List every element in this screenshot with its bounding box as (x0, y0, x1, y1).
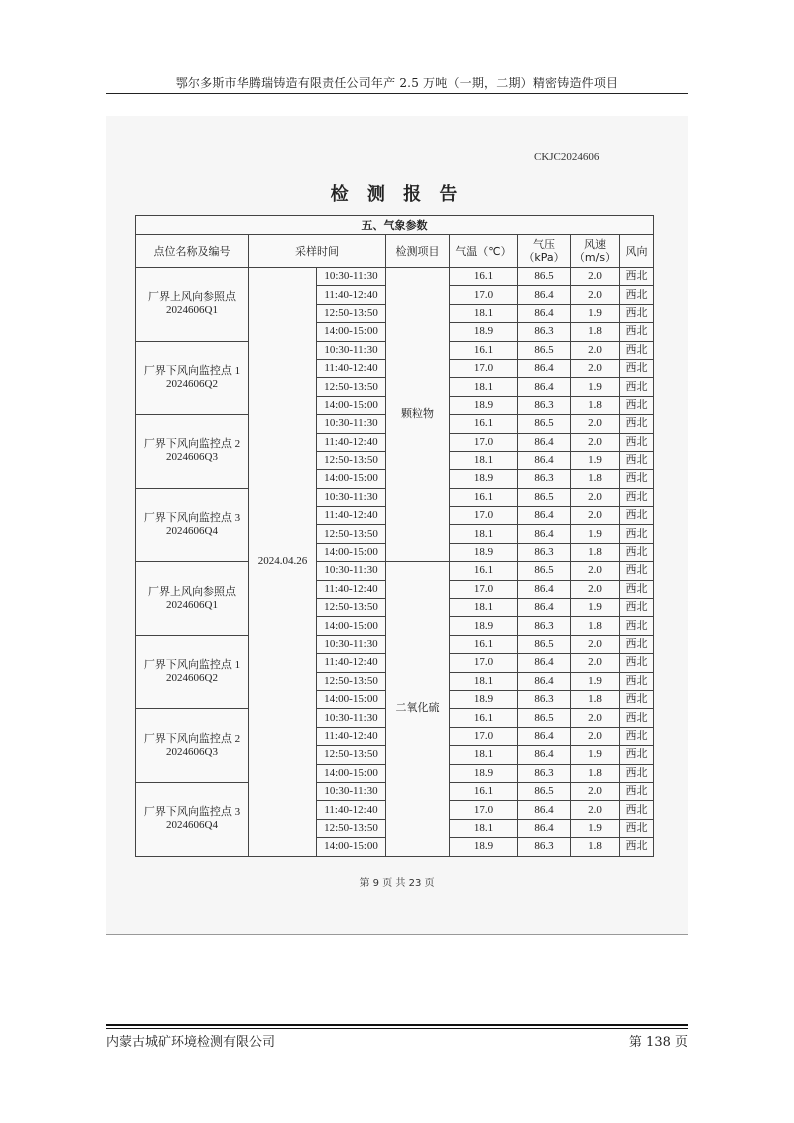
wind-speed-value: 2.0 (571, 782, 620, 800)
section-title: 五、气象参数 (136, 216, 654, 235)
footer-page-number: 第 138 页 (628, 1035, 688, 1050)
pressure-value: 86.4 (518, 359, 571, 377)
wind-direction-value: 西北 (620, 672, 654, 690)
time-slot: 14:00-15:00 (317, 323, 386, 341)
wind-direction-value: 西北 (620, 525, 654, 543)
wind-direction-value: 西北 (620, 323, 654, 341)
footer-company: 内蒙古城矿环境检测有限公司 (106, 1035, 276, 1050)
pressure-value: 86.4 (518, 672, 571, 690)
temperature-value: 16.1 (450, 268, 518, 286)
temperature-value: 18.9 (450, 617, 518, 635)
time-slot: 11:40-12:40 (317, 286, 386, 304)
wind-direction-value: 西北 (620, 819, 654, 837)
footer-rule-thin (106, 1028, 688, 1029)
pressure-value: 86.5 (518, 562, 571, 580)
time-slot: 12:50-13:50 (317, 525, 386, 543)
pressure-value: 86.4 (518, 819, 571, 837)
site-name: 厂界上风向参照点 (148, 291, 236, 304)
wind-speed-value: 2.0 (571, 433, 620, 451)
wind-speed-value: 2.0 (571, 507, 620, 525)
wind-speed-value: 1.9 (571, 378, 620, 396)
wind-speed-value: 1.9 (571, 599, 620, 617)
wind-speed-value: 1.8 (571, 838, 620, 856)
temperature-value: 18.1 (450, 451, 518, 469)
pressure-value: 86.5 (518, 341, 571, 359)
temperature-value: 18.9 (450, 396, 518, 414)
wind-direction-value: 西北 (620, 451, 654, 469)
pressure-value: 86.4 (518, 507, 571, 525)
temperature-value: 16.1 (450, 488, 518, 506)
wind-direction-value: 西北 (620, 433, 654, 451)
site-cell (136, 562, 249, 636)
time-slot: 11:40-12:40 (317, 507, 386, 525)
time-slot: 14:00-15:00 (317, 838, 386, 856)
time-slot: 10:30-11:30 (317, 709, 386, 727)
scan-bottom-rule (106, 934, 688, 935)
pressure-value: 86.5 (518, 488, 571, 506)
wind-direction-value: 西北 (620, 470, 654, 488)
wind-direction-value: 西北 (620, 378, 654, 396)
time-slot: 14:00-15:00 (317, 396, 386, 414)
time-slot: 10:30-11:30 (317, 782, 386, 800)
site-code: 2024606Q2 (166, 377, 218, 390)
wind-direction-value: 西北 (620, 268, 654, 286)
pressure-value: 86.5 (518, 709, 571, 727)
wind-direction-value: 西北 (620, 838, 654, 856)
temperature-value: 17.0 (450, 654, 518, 672)
pressure-value: 86.3 (518, 470, 571, 488)
header-wind-dir: 风向 (620, 235, 654, 268)
wind-speed-value: 2.0 (571, 727, 620, 745)
header-item: 检测项目 (386, 235, 450, 268)
temperature-value: 17.0 (450, 359, 518, 377)
time-slot: 10:30-11:30 (317, 488, 386, 506)
header-temp: 气温（℃） (450, 235, 518, 268)
pressure-value: 86.5 (518, 268, 571, 286)
time-slot: 10:30-11:30 (317, 562, 386, 580)
site-code: 2024606Q4 (166, 819, 218, 832)
wind-speed-value: 1.8 (571, 396, 620, 414)
time-slot: 12:50-13:50 (317, 746, 386, 764)
site-name: 厂界下风向监控点 2 (143, 732, 241, 745)
wind-direction-value: 西北 (620, 801, 654, 819)
wind-speed-value: 2.0 (571, 286, 620, 304)
site-cell (136, 635, 249, 709)
pressure-value: 86.4 (518, 451, 571, 469)
wind-direction-value: 西北 (620, 746, 654, 764)
report-title: 检 测 报 告 (330, 184, 464, 205)
weather-parameters-table (135, 215, 654, 857)
header-site: 点位名称及编号 (136, 235, 249, 268)
temperature-value: 17.0 (450, 507, 518, 525)
wind-direction-value: 西北 (620, 507, 654, 525)
wind-direction-value: 西北 (620, 635, 654, 653)
pressure-value: 86.4 (518, 599, 571, 617)
site-name: 厂界下风向监控点 3 (143, 806, 241, 819)
site-code: 2024606Q1 (166, 304, 218, 317)
pressure-value: 86.3 (518, 690, 571, 708)
wind-speed-value: 2.0 (571, 359, 620, 377)
wind-speed-value: 2.0 (571, 580, 620, 598)
wind-direction-value: 西北 (620, 764, 654, 782)
pressure-value: 86.3 (518, 396, 571, 414)
pressure-value: 86.4 (518, 286, 571, 304)
document-code: CKJC2024606 (534, 151, 600, 163)
temperature-value: 16.1 (450, 635, 518, 653)
time-slot: 12:50-13:50 (317, 304, 386, 322)
time-slot: 10:30-11:30 (317, 341, 386, 359)
temperature-value: 18.9 (450, 690, 518, 708)
wind-direction-value: 西北 (620, 617, 654, 635)
time-slot: 14:00-15:00 (317, 617, 386, 635)
time-slot: 12:50-13:50 (317, 599, 386, 617)
time-slot: 11:40-12:40 (317, 580, 386, 598)
wind-direction-value: 西北 (620, 580, 654, 598)
time-slot: 11:40-12:40 (317, 727, 386, 745)
time-slot: 12:50-13:50 (317, 672, 386, 690)
header-pressure: 气压（kPa） (518, 235, 571, 268)
temperature-value: 17.0 (450, 580, 518, 598)
time-slot: 14:00-15:00 (317, 764, 386, 782)
site-cell (136, 709, 249, 783)
wind-speed-value: 2.0 (571, 654, 620, 672)
table-row (136, 562, 654, 580)
wind-speed-value: 1.8 (571, 690, 620, 708)
temperature-value: 18.9 (450, 470, 518, 488)
time-slot: 10:30-11:30 (317, 268, 386, 286)
temperature-value: 18.9 (450, 764, 518, 782)
wind-speed-value: 2.0 (571, 801, 620, 819)
wind-speed-value: 2.0 (571, 341, 620, 359)
pressure-value: 86.5 (518, 635, 571, 653)
wind-direction-value: 西北 (620, 543, 654, 561)
wind-direction-value: 西北 (620, 727, 654, 745)
running-header: 鄂尔多斯市华腾瑞铸造有限责任公司年产 2.5 万吨（一期，二期）精密铸造件项目 (175, 76, 619, 90)
time-slot: 14:00-15:00 (317, 690, 386, 708)
temperature-value: 16.1 (450, 415, 518, 433)
wind-direction-value: 西北 (620, 415, 654, 433)
wind-speed-value: 1.8 (571, 764, 620, 782)
wind-speed-value: 1.9 (571, 451, 620, 469)
wind-direction-value: 西北 (620, 286, 654, 304)
footer-rule (106, 1024, 688, 1026)
page-number: 第 9 页 共 23 页 (359, 878, 435, 889)
wind-direction-value: 西北 (620, 304, 654, 322)
wind-direction-value: 西北 (620, 709, 654, 727)
temperature-value: 18.9 (450, 323, 518, 341)
site-cell (136, 341, 249, 415)
temperature-value: 18.1 (450, 378, 518, 396)
pressure-value: 86.4 (518, 746, 571, 764)
pressure-value: 86.3 (518, 764, 571, 782)
wind-direction-value: 西北 (620, 562, 654, 580)
site-cell (136, 415, 249, 489)
temperature-value: 17.0 (450, 801, 518, 819)
time-slot: 12:50-13:50 (317, 451, 386, 469)
pressure-value: 86.3 (518, 543, 571, 561)
site-cell (136, 782, 249, 856)
temperature-value: 16.1 (450, 709, 518, 727)
time-slot: 11:40-12:40 (317, 433, 386, 451)
wind-speed-value: 1.9 (571, 672, 620, 690)
site-name: 厂界上风向参照点 (148, 585, 236, 598)
pressure-value: 86.3 (518, 323, 571, 341)
wind-direction-value: 西北 (620, 690, 654, 708)
time-slot: 10:30-11:30 (317, 635, 386, 653)
wind-speed-value: 2.0 (571, 488, 620, 506)
pressure-value: 86.4 (518, 801, 571, 819)
wind-direction-value: 西北 (620, 359, 654, 377)
wind-speed-value: 2.0 (571, 635, 620, 653)
time-slot: 11:40-12:40 (317, 801, 386, 819)
wind-direction-value: 西北 (620, 341, 654, 359)
time-slot: 11:40-12:40 (317, 359, 386, 377)
temperature-value: 18.1 (450, 672, 518, 690)
site-cell (136, 488, 249, 562)
test-item: 二氧化硫 (386, 562, 450, 856)
wind-speed-value: 1.8 (571, 323, 620, 341)
pressure-value: 86.3 (518, 838, 571, 856)
pressure-value: 86.5 (518, 415, 571, 433)
table-body (136, 268, 654, 857)
wind-direction-value: 西北 (620, 782, 654, 800)
pressure-value: 86.4 (518, 727, 571, 745)
time-slot: 14:00-15:00 (317, 470, 386, 488)
header-wind-speed: 风速（m/s） (571, 235, 620, 268)
wind-speed-value: 1.9 (571, 746, 620, 764)
time-slot: 14:00-15:00 (317, 543, 386, 561)
temperature-value: 18.9 (450, 543, 518, 561)
site-code: 2024606Q3 (166, 451, 218, 464)
pressure-value: 86.4 (518, 378, 571, 396)
wind-direction-value: 西北 (620, 654, 654, 672)
temperature-value: 16.1 (450, 562, 518, 580)
pressure-value: 86.3 (518, 617, 571, 635)
wind-speed-value: 1.8 (571, 470, 620, 488)
temperature-value: 17.0 (450, 286, 518, 304)
temperature-value: 18.1 (450, 819, 518, 837)
wind-direction-value: 西北 (620, 599, 654, 617)
sampling-date: 2024.04.26 (249, 268, 317, 857)
site-code: 2024606Q2 (166, 672, 218, 685)
wind-speed-value: 1.9 (571, 525, 620, 543)
site-name: 厂界下风向监控点 1 (143, 659, 241, 672)
temperature-value: 18.1 (450, 525, 518, 543)
pressure-value: 86.4 (518, 525, 571, 543)
test-item: 颗粒物 (386, 268, 450, 562)
temperature-value: 18.1 (450, 599, 518, 617)
site-code: 2024606Q4 (166, 524, 218, 537)
time-slot: 12:50-13:50 (317, 378, 386, 396)
header-rule (106, 93, 688, 94)
site-name: 厂界下风向监控点 1 (143, 364, 241, 377)
time-slot: 11:40-12:40 (317, 654, 386, 672)
site-code: 2024606Q3 (166, 745, 218, 758)
wind-direction-value: 西北 (620, 488, 654, 506)
temperature-value: 16.1 (450, 341, 518, 359)
time-slot: 10:30-11:30 (317, 415, 386, 433)
wind-speed-value: 2.0 (571, 562, 620, 580)
temperature-value: 18.9 (450, 838, 518, 856)
wind-speed-value: 1.9 (571, 819, 620, 837)
pressure-value: 86.4 (518, 580, 571, 598)
wind-direction-value: 西北 (620, 396, 654, 414)
wind-speed-value: 2.0 (571, 709, 620, 727)
pressure-value: 86.5 (518, 782, 571, 800)
pressure-value: 86.4 (518, 433, 571, 451)
table-row (136, 268, 654, 286)
temperature-value: 17.0 (450, 727, 518, 745)
site-name: 厂界下风向监控点 3 (143, 511, 241, 524)
temperature-value: 16.1 (450, 782, 518, 800)
pressure-value: 86.4 (518, 654, 571, 672)
time-slot: 12:50-13:50 (317, 819, 386, 837)
wind-speed-value: 2.0 (571, 268, 620, 286)
wind-speed-value: 1.8 (571, 543, 620, 561)
temperature-value: 18.1 (450, 304, 518, 322)
site-code: 2024606Q1 (166, 598, 218, 611)
temperature-value: 17.0 (450, 433, 518, 451)
site-cell (136, 268, 249, 342)
header-time: 采样时间 (249, 235, 386, 268)
site-name: 厂界下风向监控点 2 (143, 438, 241, 451)
wind-speed-value: 1.8 (571, 617, 620, 635)
temperature-value: 18.1 (450, 746, 518, 764)
wind-speed-value: 1.9 (571, 304, 620, 322)
pressure-value: 86.4 (518, 304, 571, 322)
wind-speed-value: 2.0 (571, 415, 620, 433)
